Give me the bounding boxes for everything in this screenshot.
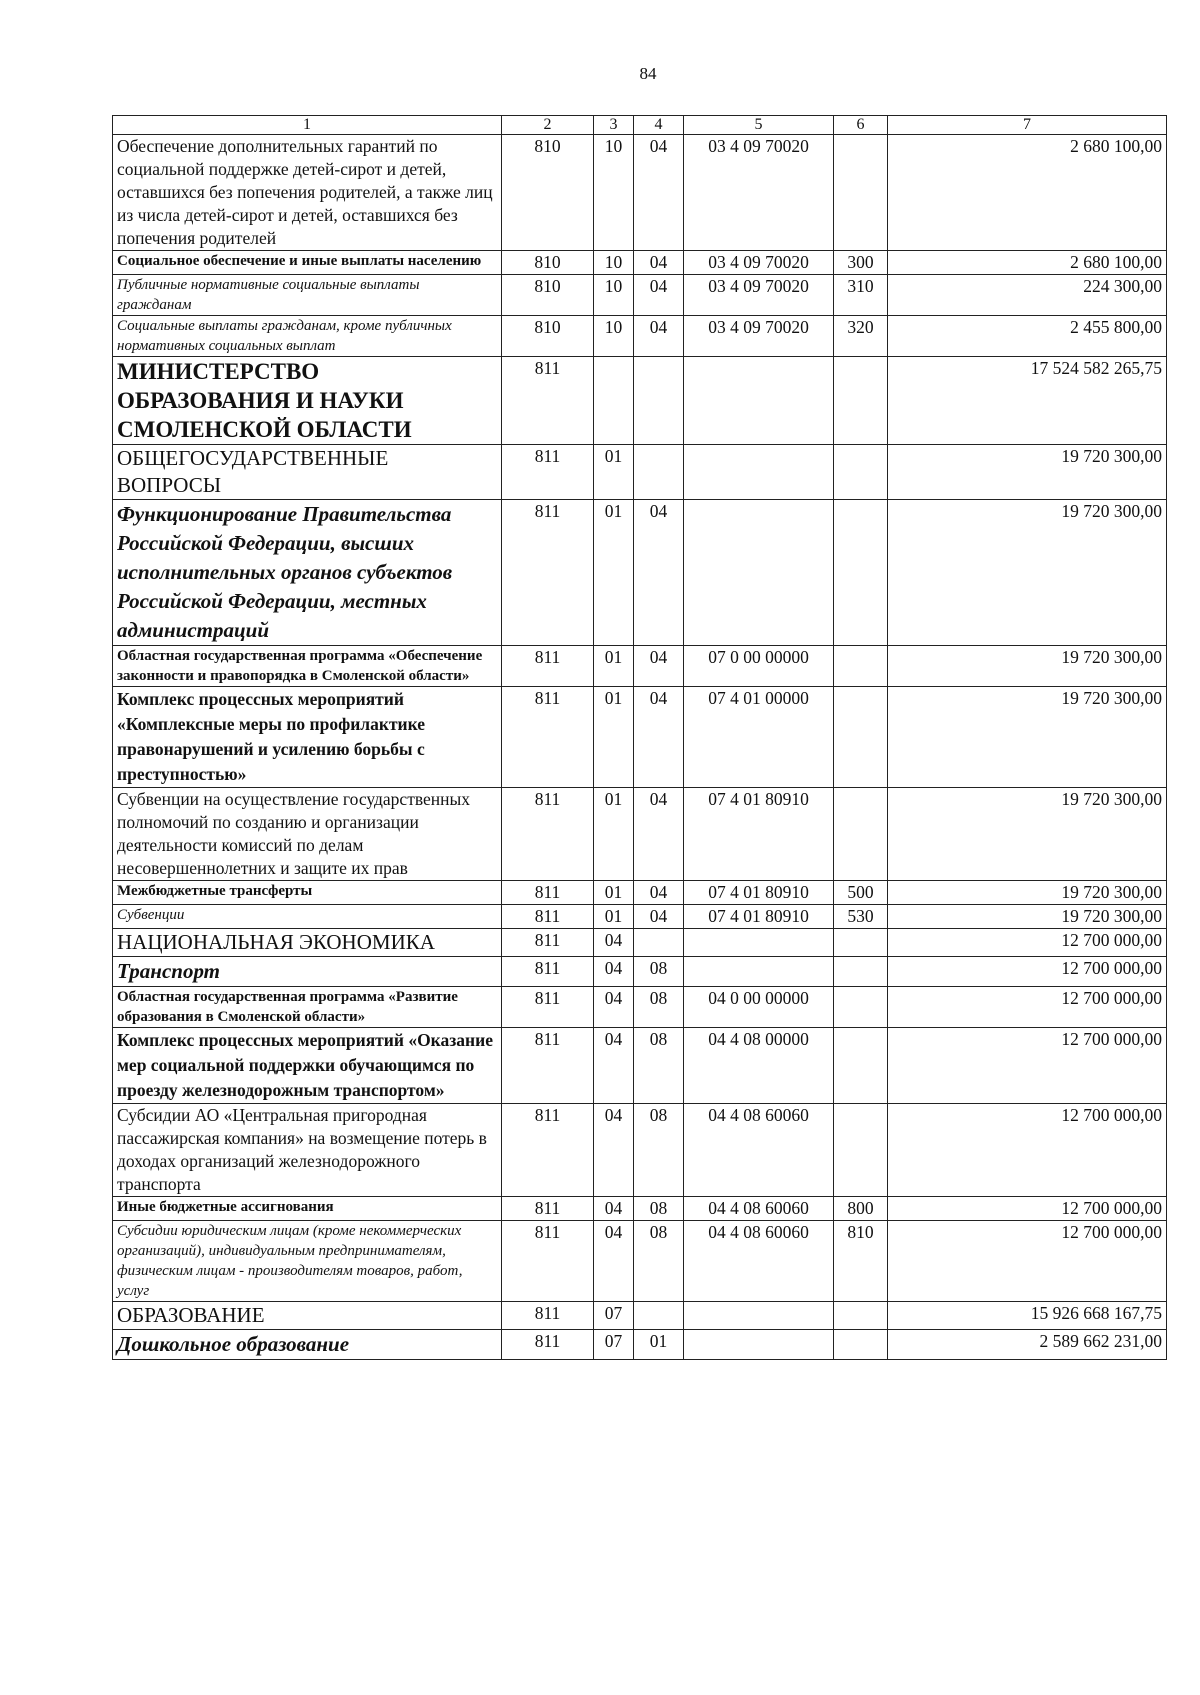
target-article-cell: 07 0 00 00000	[684, 646, 834, 687]
amount-cell: 12 700 000,00	[888, 929, 1167, 957]
expense-type-cell	[834, 646, 888, 687]
table-row	[113, 905, 1167, 929]
table-row	[113, 275, 1167, 316]
target-article-cell: 04 4 08 00000	[684, 1028, 834, 1104]
table-row	[113, 1028, 1167, 1104]
table-row	[113, 316, 1167, 357]
expense-type-cell: 530	[834, 905, 888, 929]
row-name-cell: Комплекс процессных мероприятий «Оказание мер социальной поддержки обучающимся по проезду железнодорожным транспортом»	[113, 1028, 502, 1104]
section-cell: 10	[594, 275, 634, 316]
code-cell: 811	[502, 1197, 594, 1221]
code-cell: 811	[502, 929, 594, 957]
table-row	[113, 500, 1167, 646]
subsection-cell: 04	[634, 251, 684, 275]
row-name-cell: Субсидии юридическим лицам (кроме некоммерческих организаций), индивидуальным предпринимателям, физическим лицам - производителям товаров, работ, услуг	[113, 1221, 502, 1302]
expense-type-cell: 300	[834, 251, 888, 275]
section-cell: 10	[594, 251, 634, 275]
expense-type-cell	[834, 788, 888, 881]
table-row	[113, 646, 1167, 687]
code-cell: 811	[502, 687, 594, 788]
amount-cell: 19 720 300,00	[888, 881, 1167, 905]
row-name-cell: МИНИСТЕРСТВО ОБРАЗОВАНИЯ И НАУКИ СМОЛЕНСКОЙ ОБЛАСТИ	[113, 357, 502, 445]
amount-cell: 17 524 582 265,75	[888, 357, 1167, 445]
table-row	[113, 1221, 1167, 1302]
row-name-cell: Субвенции	[113, 905, 502, 929]
subsection-cell: 08	[634, 1221, 684, 1302]
code-cell: 810	[502, 135, 594, 251]
subsection-cell: 08	[634, 1197, 684, 1221]
amount-cell: 12 700 000,00	[888, 1221, 1167, 1302]
expense-type-cell	[834, 1302, 888, 1330]
section-cell: 04	[594, 1221, 634, 1302]
target-article-cell: 03 4 09 70020	[684, 275, 834, 316]
subsection-cell: 04	[634, 788, 684, 881]
amount-cell: 15 926 668 167,75	[888, 1302, 1167, 1330]
table-header-row	[113, 116, 1167, 135]
section-cell: 04	[594, 1197, 634, 1221]
code-cell: 810	[502, 316, 594, 357]
target-article-cell: 04 4 08 60060	[684, 1221, 834, 1302]
row-name-cell: Социальное обеспечение и иные выплаты населению	[113, 251, 502, 275]
expense-type-cell	[834, 135, 888, 251]
code-cell: 811	[502, 445, 594, 500]
section-cell: 01	[594, 788, 634, 881]
row-name-cell: Областная государственная программа «Развитие образования в Смоленской области»	[113, 987, 502, 1028]
expense-type-cell	[834, 929, 888, 957]
subsection-cell: 08	[634, 1104, 684, 1197]
row-name-cell: Дошкольное образование	[113, 1330, 502, 1360]
expense-type-cell: 500	[834, 881, 888, 905]
row-name-cell: ОБЩЕГОСУДАРСТВЕННЫЕ ВОПРОСЫ	[113, 445, 502, 500]
subsection-cell: 04	[634, 500, 684, 646]
code-cell: 810	[502, 251, 594, 275]
section-cell: 04	[594, 957, 634, 987]
amount-cell: 2 455 800,00	[888, 316, 1167, 357]
subsection-cell: 04	[634, 275, 684, 316]
expense-type-cell	[834, 1330, 888, 1360]
target-article-cell: 04 0 00 00000	[684, 987, 834, 1028]
table-row	[113, 135, 1167, 251]
row-name-cell: Социальные выплаты гражданам, кроме публичных нормативных социальных выплат	[113, 316, 502, 357]
code-cell: 811	[502, 881, 594, 905]
subsection-cell	[634, 929, 684, 957]
section-cell	[594, 357, 634, 445]
amount-cell: 12 700 000,00	[888, 1028, 1167, 1104]
amount-cell: 19 720 300,00	[888, 500, 1167, 646]
row-name-cell: Функционирование Правительства Российской Федерации, высших исполнительных органов субъектов Российской Федерации, местных администраций	[113, 500, 502, 646]
target-article-cell	[684, 500, 834, 646]
subsection-cell: 04	[634, 687, 684, 788]
code-cell: 811	[502, 357, 594, 445]
row-name-cell: Субвенции на осуществление государственных полномочий по созданию и организации деятельности комиссий по делам несовершеннолетних и защите их прав	[113, 788, 502, 881]
code-cell: 811	[502, 646, 594, 687]
expense-type-cell	[834, 987, 888, 1028]
amount-cell: 2 680 100,00	[888, 135, 1167, 251]
subsection-cell: 04	[634, 881, 684, 905]
target-article-cell: 04 4 08 60060	[684, 1197, 834, 1221]
table-row	[113, 251, 1167, 275]
section-cell: 01	[594, 445, 634, 500]
expense-type-cell	[834, 357, 888, 445]
table-row	[113, 1197, 1167, 1221]
amount-cell: 12 700 000,00	[888, 1197, 1167, 1221]
section-cell: 01	[594, 905, 634, 929]
amount-cell: 19 720 300,00	[888, 687, 1167, 788]
table-row	[113, 1302, 1167, 1330]
table-row	[113, 957, 1167, 987]
row-name-cell: Транспорт	[113, 957, 502, 987]
target-article-cell	[684, 357, 834, 445]
code-cell: 811	[502, 1028, 594, 1104]
subsection-cell: 08	[634, 957, 684, 987]
section-cell: 10	[594, 135, 634, 251]
expense-type-cell: 310	[834, 275, 888, 316]
amount-cell: 12 700 000,00	[888, 987, 1167, 1028]
expense-type-cell	[834, 500, 888, 646]
row-name-cell: Субсидии АО «Центральная пригородная пассажирская компания» на возмещение потерь в доходах организаций железнодорожного транспорта	[113, 1104, 502, 1197]
page-number: 84	[639, 64, 657, 83]
target-article-cell	[684, 445, 834, 500]
table-row	[113, 687, 1167, 788]
header-cell: 7	[888, 116, 1167, 135]
subsection-cell: 08	[634, 987, 684, 1028]
subsection-cell	[634, 357, 684, 445]
expense-type-cell	[834, 1104, 888, 1197]
section-cell: 04	[594, 929, 634, 957]
subsection-cell: 04	[634, 135, 684, 251]
subsection-cell: 04	[634, 316, 684, 357]
budget-table	[112, 115, 1167, 1360]
table-row	[113, 1330, 1167, 1360]
target-article-cell	[684, 957, 834, 987]
amount-cell: 19 720 300,00	[888, 646, 1167, 687]
subsection-cell	[634, 1302, 684, 1330]
table-row	[113, 1104, 1167, 1197]
code-cell: 811	[502, 1221, 594, 1302]
amount-cell: 12 700 000,00	[888, 1104, 1167, 1197]
amount-cell: 2 589 662 231,00	[888, 1330, 1167, 1360]
header-cell: 3	[594, 116, 634, 135]
section-cell: 07	[594, 1330, 634, 1360]
amount-cell: 19 720 300,00	[888, 788, 1167, 881]
subsection-cell	[634, 445, 684, 500]
row-name-cell: Межбюджетные трансферты	[113, 881, 502, 905]
subsection-cell: 04	[634, 905, 684, 929]
target-article-cell: 03 4 09 70020	[684, 316, 834, 357]
row-name-cell: Областная государственная программа «Обеспечение законности и правопорядка в Смоленской области»	[113, 646, 502, 687]
subsection-cell: 04	[634, 646, 684, 687]
header-cell: 1	[113, 116, 502, 135]
section-cell: 04	[594, 987, 634, 1028]
target-article-cell: 03 4 09 70020	[684, 135, 834, 251]
code-cell: 811	[502, 1104, 594, 1197]
code-cell: 811	[502, 957, 594, 987]
expense-type-cell: 800	[834, 1197, 888, 1221]
amount-cell: 12 700 000,00	[888, 957, 1167, 987]
section-cell: 04	[594, 1028, 634, 1104]
section-cell: 01	[594, 881, 634, 905]
target-article-cell: 07 4 01 00000	[684, 687, 834, 788]
section-cell: 07	[594, 1302, 634, 1330]
expense-type-cell	[834, 957, 888, 987]
target-article-cell	[684, 929, 834, 957]
amount-cell: 19 720 300,00	[888, 905, 1167, 929]
subsection-cell: 01	[634, 1330, 684, 1360]
code-cell: 811	[502, 788, 594, 881]
target-article-cell	[684, 1330, 834, 1360]
amount-cell: 224 300,00	[888, 275, 1167, 316]
table-row	[113, 357, 1167, 445]
code-cell: 811	[502, 1330, 594, 1360]
table-row	[113, 987, 1167, 1028]
row-name-cell: Иные бюджетные ассигнования	[113, 1197, 502, 1221]
header-cell: 6	[834, 116, 888, 135]
table-row	[113, 445, 1167, 500]
section-cell: 04	[594, 1104, 634, 1197]
code-cell: 811	[502, 500, 594, 646]
expense-type-cell	[834, 445, 888, 500]
header-cell: 2	[502, 116, 594, 135]
target-article-cell: 07 4 01 80910	[684, 788, 834, 881]
expense-type-cell	[834, 1028, 888, 1104]
table-row	[113, 929, 1167, 957]
table-row	[113, 788, 1167, 881]
amount-cell: 2 680 100,00	[888, 251, 1167, 275]
section-cell: 10	[594, 316, 634, 357]
expense-type-cell	[834, 687, 888, 788]
section-cell: 01	[594, 687, 634, 788]
section-cell: 01	[594, 500, 634, 646]
code-cell: 811	[502, 987, 594, 1028]
target-article-cell: 03 4 09 70020	[684, 251, 834, 275]
target-article-cell: 07 4 01 80910	[684, 905, 834, 929]
target-article-cell: 04 4 08 60060	[684, 1104, 834, 1197]
subsection-cell: 08	[634, 1028, 684, 1104]
row-name-cell: Публичные нормативные социальные выплаты гражданам	[113, 275, 502, 316]
amount-cell: 19 720 300,00	[888, 445, 1167, 500]
code-cell: 811	[502, 905, 594, 929]
header-cell: 5	[684, 116, 834, 135]
target-article-cell	[684, 1302, 834, 1330]
code-cell: 810	[502, 275, 594, 316]
row-name-cell: Обеспечение дополнительных гарантий по социальной поддержке детей-сирот и детей, оставшихся без попечения родителей, а также лиц из числа детей-сирот и детей, оставшихся без попечения родителей	[113, 135, 502, 251]
header-cell: 4	[634, 116, 684, 135]
expense-type-cell: 810	[834, 1221, 888, 1302]
row-name-cell: ОБРАЗОВАНИЕ	[113, 1302, 502, 1330]
row-name-cell: Комплекс процессных мероприятий «Комплексные меры по профилактике правонарушений и усилению борьбы с преступностью»	[113, 687, 502, 788]
table-row	[113, 881, 1167, 905]
row-name-cell: НАЦИОНАЛЬНАЯ ЭКОНОМИКА	[113, 929, 502, 957]
expense-type-cell: 320	[834, 316, 888, 357]
code-cell: 811	[502, 1302, 594, 1330]
section-cell: 01	[594, 646, 634, 687]
target-article-cell: 07 4 01 80910	[684, 881, 834, 905]
